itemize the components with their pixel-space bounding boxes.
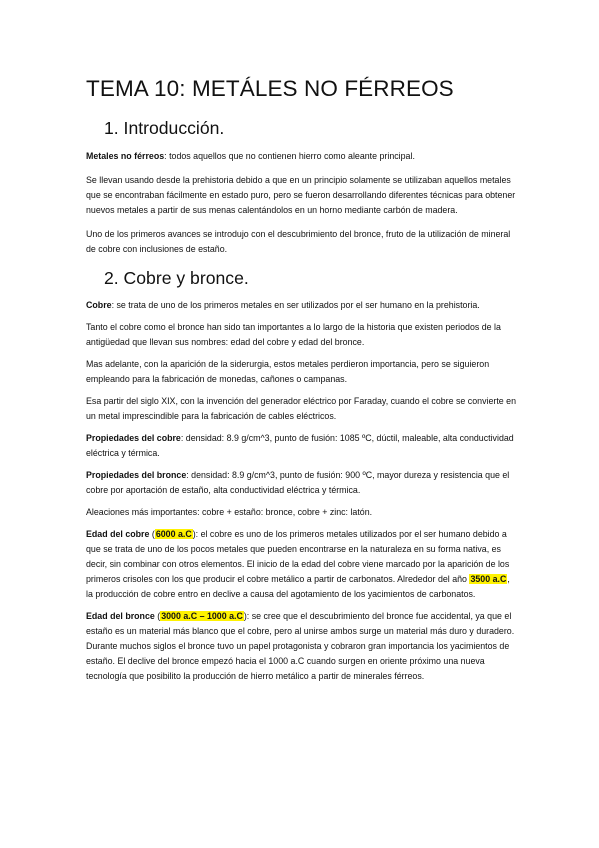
highlight-date xyxy=(469,574,507,584)
term-edad-cobre: Edad del cobre xyxy=(86,529,150,539)
paragraph-text: : todos aquellos que no contienen hierro como aleante principal. xyxy=(164,151,415,161)
paragraph-siderurgia: Mas adelante, con la aparición de la siderurgia, estos metales perdieron importancia, pero se siguieron empleando para la fabricación de monedas, cañones o campanas. xyxy=(86,359,490,384)
term-propiedades-cobre: Propiedades del cobre xyxy=(86,433,181,443)
paragraph-importancia: Tanto el cobre como el bronce han sido tan importantes a lo largo de la historia que existen periodos de la antigüedad que llevan sus nombres: edad del cobre y edad del bronce. xyxy=(86,322,501,347)
paragraph-text: ( xyxy=(149,529,155,539)
term-edad-bronce: Edad del bronce xyxy=(86,611,155,621)
paragraph-edad-cobre xyxy=(86,527,518,602)
term-metales-no-ferreos: Metales no férreos xyxy=(86,151,165,161)
highlight-date xyxy=(160,611,244,621)
term-propiedades-bronce: Propiedades del bronce xyxy=(86,470,187,480)
highlight-date xyxy=(155,529,193,539)
paragraph-aleaciones: Aleaciones más importantes: cobre + estaño: bronce, cobre + zinc: latón. xyxy=(86,507,373,517)
date-3500-ac: 3500 a.C xyxy=(470,574,507,584)
paragraph-text: , la producción de cobre entro en declive a causa del agotamiento de los yacimientos de carbonatos. xyxy=(86,574,510,599)
paragraph-propiedades-cobre xyxy=(86,431,518,461)
paragraph-edad-bronce xyxy=(86,609,518,684)
paragraph-primeros-avances: Uno de los primeros avances se introdujo con el descubrimiento del bronce, fruto de la utilización de mineral de cobre con inclusiones de estaño. xyxy=(86,229,511,254)
date-3000-1000-ac: 3000 a.C – 1000 a.C xyxy=(161,611,243,621)
paragraph-siglo-xix: Esa partir del siglo XIX, con la invención del generador eléctrico por Faraday, cuando el cobre se convierte en un metal imprescindible para la fabricación de cables eléctricos. xyxy=(86,396,516,421)
paragraph-cobre xyxy=(86,298,518,313)
section-heading-introduccion: 1. Introducción. xyxy=(104,118,225,138)
paragraph-text: ): se cree que el descubrimiento del bronce fue accidental, ya que el estaño es un material más blanco que el cobre, pero al unirse ambos surge un material más duro y duradero. Durante muchos siglos el bronce tuvo un papel protagonista y cobraron gran importancia los yacimientos de estaño. El declive del bronce empezó hacia el 1000 a.C cuando surgen en oriente próximo una nueva tecnología que posibilito la producción de hierro metálico a partir de minerales férreos. xyxy=(86,611,515,681)
paragraph-text: : se trata de uno de los primeros metales en ser utilizados por el ser humano en la prehistoria. xyxy=(111,300,480,310)
document-body xyxy=(86,74,518,691)
date-6000-ac: 6000 a.C xyxy=(155,529,192,539)
paragraph-text: ( xyxy=(154,611,161,621)
term-cobre: Cobre xyxy=(86,300,112,310)
paragraph-prehistoria: Se llevan usando desde la prehistoria debido a que en un principio solamente se utilizaban aquellos metales que se encontraban fácilmente en estado puro, pero se fueron desarrollando diferentes técnicas para obtener nuevos metales a partir de sus menas calentándolos en un horno mediante carbón de madera. xyxy=(86,175,516,215)
section-heading-cobre-bronce: 2. Cobre y bronce. xyxy=(104,268,249,288)
paragraph-text: ): el cobre es uno de los primeros metales utilizados por el ser humano debido a que se trata de uno de los pocos metales que pueden encontrarse en la naturaleza en su forma nativa, es decir, sin combinar con otros elementos. El inicio de la edad del cobre viene marcado por la aparición de los primeros crisoles con los que producir el cobre metálico a partir de carbonatos. Alrededor del año xyxy=(86,529,510,584)
paragraph-text: : densidad: 8.9 g/cm^3, punto de fusión: 1085 ºC, dúctil, maleable, alta conductividad eléctrica y térmica. xyxy=(86,433,514,458)
page-title: TEMA 10: METÁLES NO FÉRREOS xyxy=(86,76,454,101)
paragraph-text: : densidad: 8.9 g/cm^3, punto de fusión: 900 ºC, mayor dureza y resistencia que el cobre por aportación de estaño, alta conductividad eléctrica y térmica. xyxy=(86,470,510,495)
paragraph-metales-no-ferreos xyxy=(86,149,518,164)
paragraph-propiedades-bronce xyxy=(86,468,518,498)
